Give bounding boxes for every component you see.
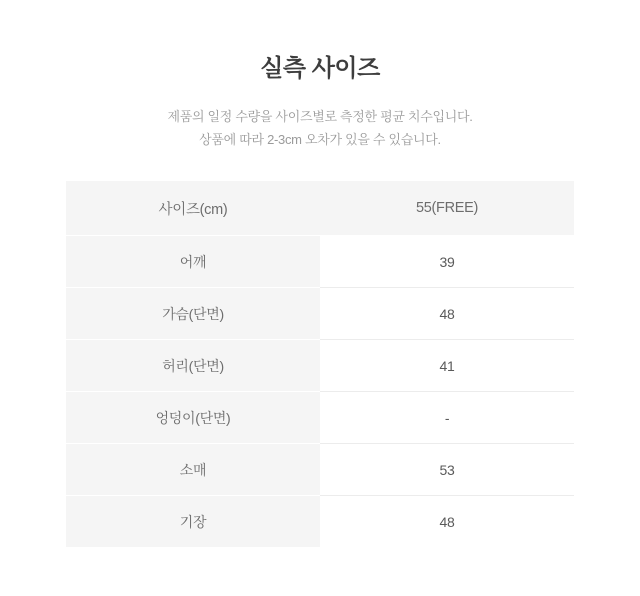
row-label-hip: 엉덩이(단면) bbox=[66, 392, 320, 444]
table-row bbox=[66, 392, 574, 444]
measurement-note bbox=[167, 105, 472, 151]
size-table-body bbox=[66, 236, 574, 548]
row-value-length: 48 bbox=[320, 496, 574, 548]
size-table-head bbox=[66, 181, 574, 236]
table-row bbox=[66, 236, 574, 288]
column-header-size-value: 55(FREE) bbox=[320, 181, 574, 236]
size-table bbox=[66, 181, 574, 547]
row-value-waist: 41 bbox=[320, 340, 574, 392]
row-label-shoulder: 어깨 bbox=[66, 236, 320, 288]
table-row bbox=[66, 340, 574, 392]
table-row bbox=[66, 288, 574, 340]
row-value-sleeve: 53 bbox=[320, 444, 574, 496]
column-header-size-label: 사이즈(cm) bbox=[66, 181, 320, 236]
row-value-hip: - bbox=[320, 392, 574, 444]
measurement-note-line-2: 상품에 따라 2-3cm 오차가 있을 수 있습니다. bbox=[199, 132, 441, 147]
page-title: 실측 사이즈 bbox=[260, 55, 380, 82]
table-row bbox=[66, 444, 574, 496]
row-value-shoulder: 39 bbox=[320, 236, 574, 288]
row-label-sleeve: 소매 bbox=[66, 444, 320, 496]
table-header-row bbox=[66, 181, 574, 236]
measurement-note-line-1: 제품의 일정 수량을 사이즈별로 측정한 평균 치수입니다. bbox=[167, 109, 473, 124]
row-value-chest: 48 bbox=[320, 288, 574, 340]
row-label-waist: 허리(단면) bbox=[66, 340, 320, 392]
row-label-chest: 가슴(단면) bbox=[66, 288, 320, 340]
row-label-length: 기장 bbox=[66, 496, 320, 548]
table-row bbox=[66, 496, 574, 548]
